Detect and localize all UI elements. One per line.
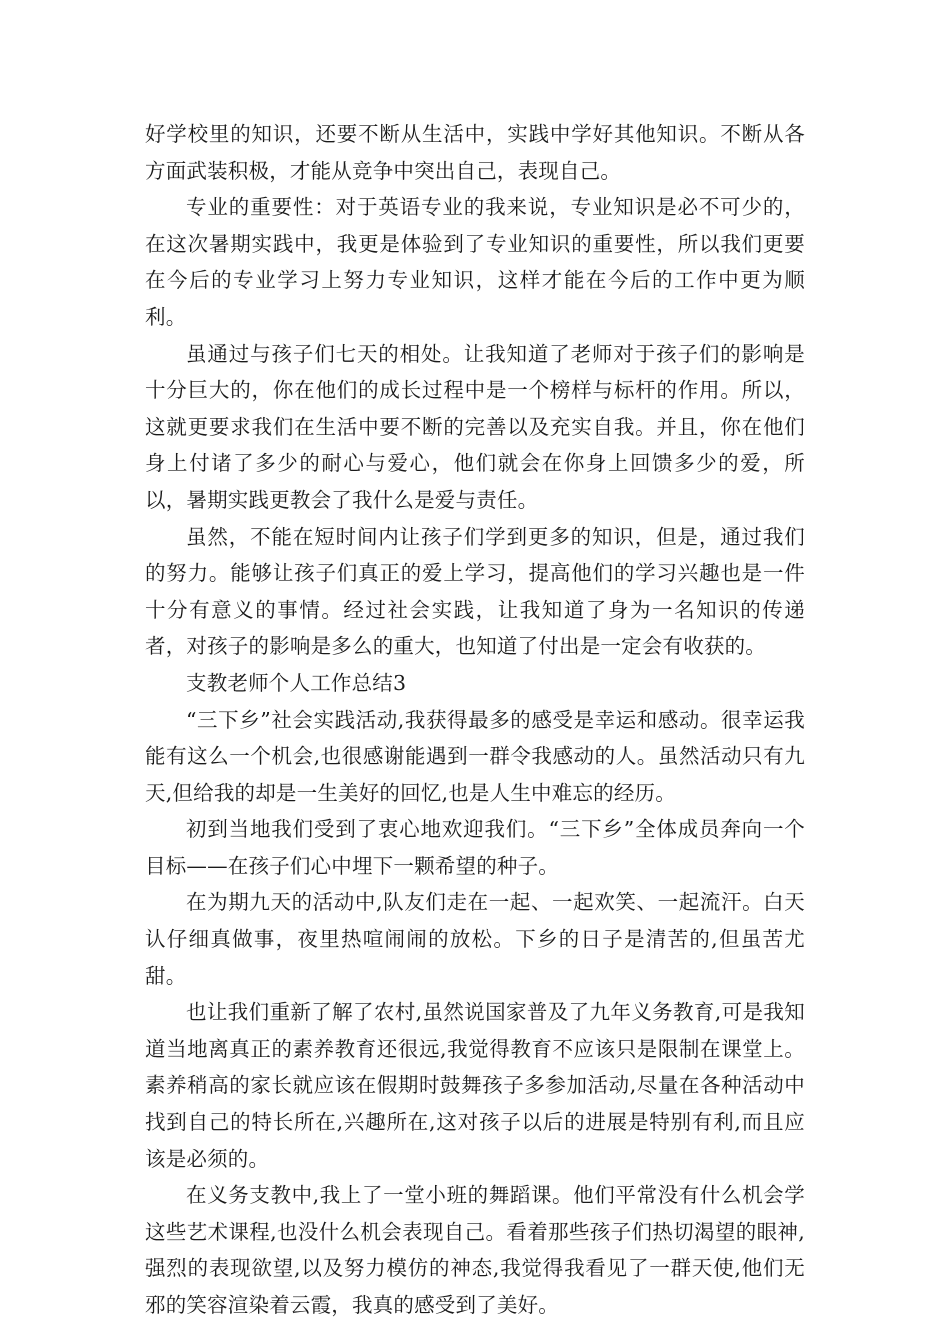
- paragraph: 虽然，不能在短时间内让孩子们学到更多的知识，但是，通过我们的努力。能够让孩子们真正的爱上学习，提高他们的学习兴趣也是一件十分有意义的事情。经过社会实践，让我知道了身为一名知识的传递者，对孩子的影响是多么的重大，也知道了付出是一定会有收获的。: [145, 524, 805, 659]
- paragraph: 虽通过与孩子们七天的相处。让我知道了老师对于孩子们的影响是十分巨大的，你在他们的成长过程中是一个榜样与标杆的作用。所以，这就更要求我们在生活中要不断的完善以及充实自我。并且，你在他们身上付诸了多少的耐心与爱心，他们就会在你身上回馈多少的爱，所以，暑期实践更教会了我什么是爱与责任。: [145, 341, 805, 512]
- document-body: [145, 116, 805, 1324]
- paragraph: 也让我们重新了解了农村,虽然说国家普及了九年义务教育,可是我知道当地离真正的素养教育还很远,我觉得教育不应该只是限制在课堂上。素养稍高的家长就应该在假期时鼓舞孩子多参加活动,尽量在各种活动中找到自己的特长所在,兴趣所在,这对孩子以后的进展是特别有利,而且应该是必须的。: [145, 1000, 805, 1171]
- section-heading: 支教老师个人工作总结3: [186, 670, 407, 695]
- paragraph: 初到当地我们受到了衷心地欢迎我们。“三下乡”全体成员奔向一个目标——在孩子们心中埋下一颗希望的种子。: [145, 817, 805, 878]
- paragraph: 在义务支教中,我上了一堂小班的舞蹈课。他们平常没有什么机会学这些艺术课程,也没什么机会表现自己。看着那些孩子们热切渴望的眼神,强烈的表现欲望,以及努力模仿的神态,我觉得我看见了一群天使,他们无邪的笑容渲染着云霞，我真的感受到了美好。: [145, 1183, 805, 1317]
- paragraph: 专业的重要性：对于英语专业的我来说，专业知识是必不可少的，在这次暑期实践中，我更是体验到了专业知识的重要性，所以我们更要在今后的专业学习上努力专业知识，这样才能在今后的工作中更为顺利。: [145, 195, 805, 329]
- paragraph: “三下乡”社会实践活动,我获得最多的感受是幸运和感动。很幸运我能有这么一个机会,也很感谢能遇到一群令我感动的人。虽然活动只有九天,但给我的却是一生美好的回忆,也是人生中难忘的经历。: [145, 707, 805, 805]
- paragraph: 好学校里的知识，还要不断从生活中，实践中学好其他知识。不断从各方面武装积极，才能从竞争中突出自己，表现自己。: [145, 122, 805, 183]
- paragraph: 在为期九天的活动中,队友们走在一起、一起欢笑、一起流汗。白天认仔细真做事，夜里热喧闹闹的放松。下乡的日子是清苦的,但虽苦尤甜。: [145, 890, 805, 988]
